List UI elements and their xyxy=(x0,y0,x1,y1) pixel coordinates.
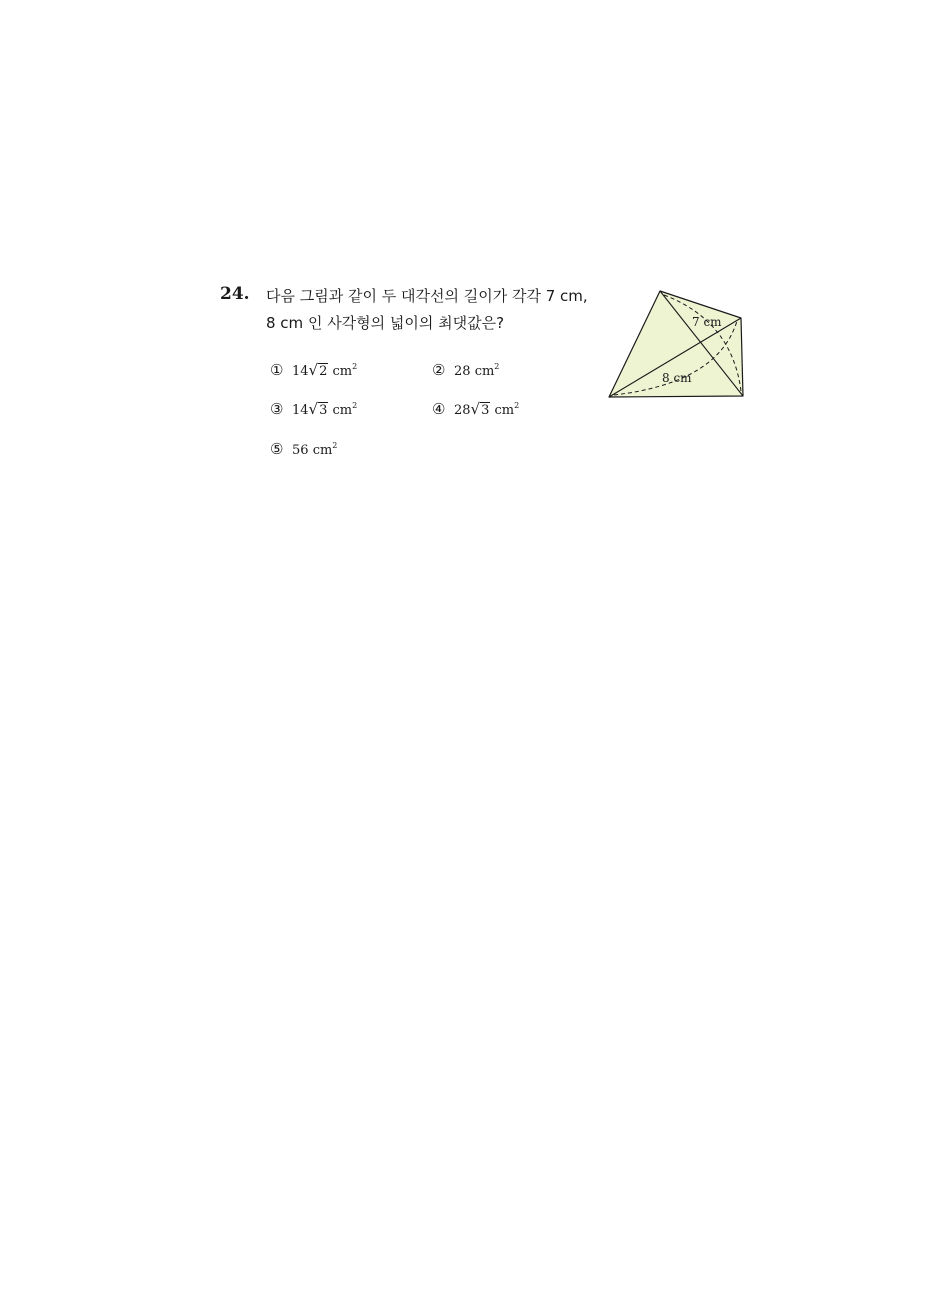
choice-3-exponent: 2 xyxy=(352,401,358,410)
choice-1-unit: cm xyxy=(332,364,353,379)
choice-4-unit: cm xyxy=(494,403,515,418)
question-text-line-2: 8 cm 인 사각형의 넓이의 최댓값은? xyxy=(266,314,505,332)
choice-3-coef: 14 xyxy=(292,403,309,418)
choice-2-mark: ② xyxy=(432,361,446,379)
choice-1-exponent: 2 xyxy=(352,362,358,371)
choice-1-radicand: 2 xyxy=(319,364,328,379)
choice-4-radicand: 3 xyxy=(481,403,490,418)
choice-3-unit: cm xyxy=(332,403,353,418)
label-8cm: 8 cm xyxy=(662,371,692,385)
quadrilateral-svg xyxy=(600,285,760,410)
sqrt-symbol: √ xyxy=(470,400,481,418)
choice-2-unit: cm xyxy=(474,364,495,379)
choice-4-coef: 28 xyxy=(454,403,471,418)
choice-3-radicand: 3 xyxy=(319,403,328,418)
choice-4[interactable] xyxy=(432,400,519,418)
label-7cm: 7 cm xyxy=(692,315,722,329)
choice-1-coef: 14 xyxy=(292,364,309,379)
choice-4-mark: ④ xyxy=(432,400,446,418)
choice-5-unit: cm xyxy=(312,443,333,458)
sqrt-symbol: √ xyxy=(308,400,319,418)
choice-2[interactable] xyxy=(432,361,499,379)
quadrilateral-figure xyxy=(600,285,760,410)
choice-3-mark: ③ xyxy=(270,400,284,418)
choice-5-coef: 56 xyxy=(292,443,309,458)
choice-5-exponent: 2 xyxy=(332,441,338,450)
choice-1[interactable] xyxy=(270,361,357,379)
question-text-line-1: 다음 그림과 같이 두 대각선의 길이가 각각 7 cm, xyxy=(266,287,588,305)
choice-4-exponent: 2 xyxy=(514,401,520,410)
choice-2-exponent: 2 xyxy=(494,362,500,371)
choice-2-coef: 28 xyxy=(454,364,471,379)
choice-4-sqrt xyxy=(471,400,491,418)
choice-1-mark: ① xyxy=(270,361,284,379)
choice-3[interactable] xyxy=(270,400,357,418)
choice-5[interactable] xyxy=(270,440,337,458)
choice-5-mark: ⑤ xyxy=(270,440,284,458)
question-number: 24. xyxy=(220,284,250,304)
choice-3-sqrt xyxy=(309,400,329,418)
sqrt-symbol: √ xyxy=(308,361,319,379)
choice-1-sqrt xyxy=(309,361,329,379)
